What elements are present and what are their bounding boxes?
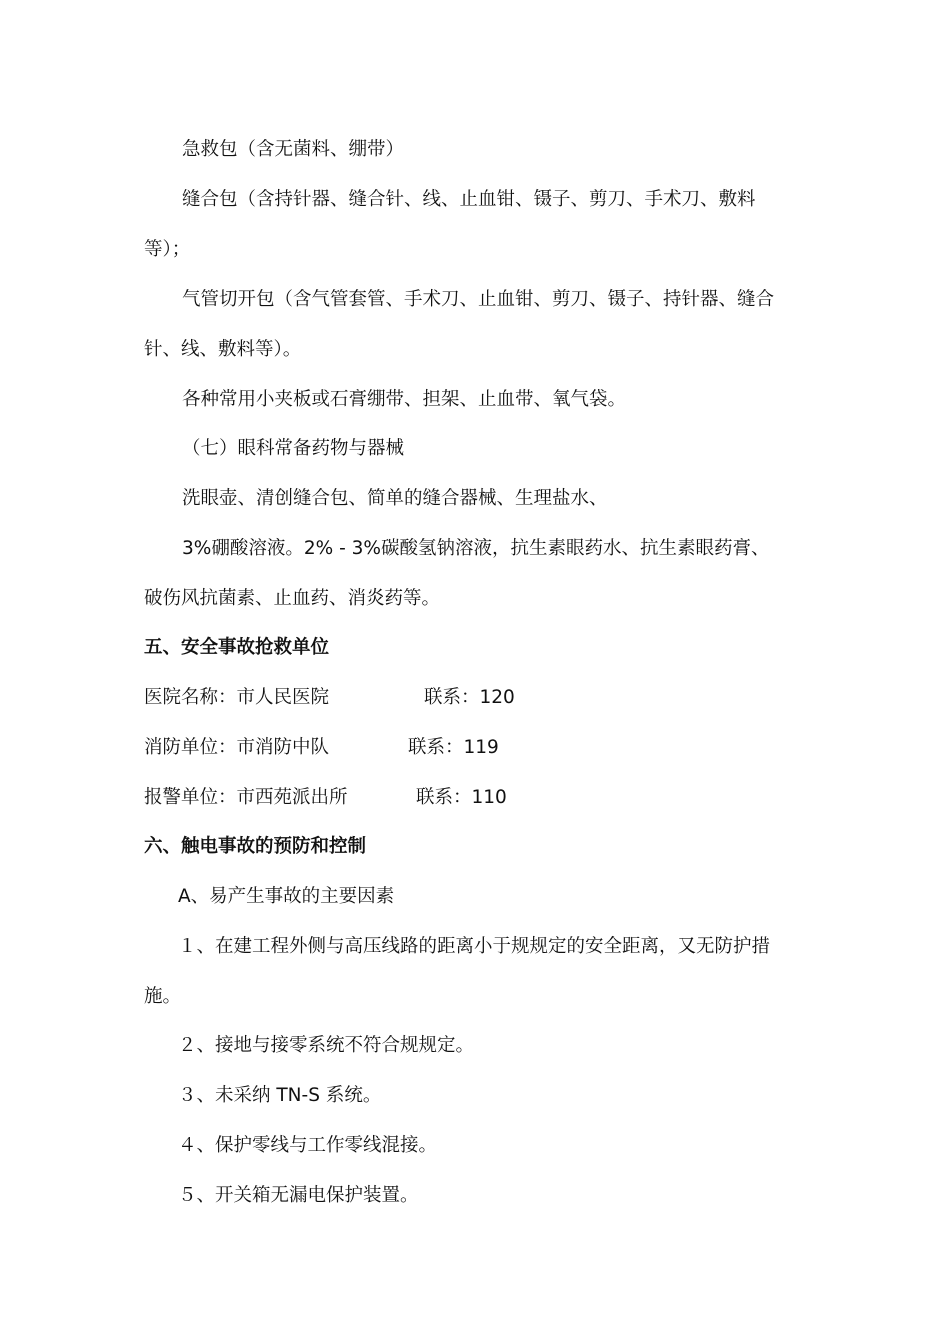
section-heading-rescue-units: 五、安全事故抢救单位: [144, 637, 330, 658]
paragraph-first-aid-kit: 急救包（含无菌料、绷带）: [182, 139, 405, 160]
contact-phone: 联系：119: [408, 737, 499, 758]
contact-phone: 联系：120: [424, 687, 515, 708]
paragraph-eye-wash: 洗眼壶、清创缝合包、简单的缝合器械、生理盐水、: [182, 488, 608, 509]
paragraph-boric-acid: 3%硼酸溶液。2% - 3%碳酸氢钠溶液，抗生素眼药水、抗生素眼药膏、: [182, 538, 770, 559]
paragraph-splints: 各种常用小夹板或石膏绷带、担架、止血带、氧气袋。: [182, 389, 627, 410]
list-item-4: ４、保护零线与工作零线混接。: [178, 1135, 438, 1156]
contact-phone: 联系：110: [416, 787, 507, 808]
contact-unit: 医院名称：市人民医院: [144, 687, 330, 708]
list-item-1-cont: 施。: [144, 986, 182, 1007]
paragraph-boric-acid-cont: 破伤风抗菌素、止血药、消炎药等。: [144, 588, 441, 609]
list-item-5: ５、开关箱无漏电保护装置。: [178, 1185, 419, 1206]
section-heading-electric-shock: 六、触电事故的预防和控制: [144, 836, 367, 857]
paragraph-suture-kit-cont: 等）；: [144, 239, 191, 260]
paragraph-suture-kit: 缝合包（含持针器、缝合针、线、止血钳、镊子、剪刀、手术刀、敷料: [182, 189, 756, 210]
subheading-main-factors: A、易产生事故的主要因素: [178, 886, 395, 907]
contact-unit: 消防单位：市消防中队: [144, 737, 330, 758]
contact-unit: 报警单位：市西苑派出所: [144, 787, 348, 808]
paragraph-tracheotomy-kit-cont: 针、线、敷料等）。: [144, 339, 302, 360]
list-item-2: ２、接地与接零系统不符合规规定。: [178, 1035, 475, 1056]
paragraph-tracheotomy-kit: 气管切开包（含气管套管、手术刀、止血钳、剪刀、镊子、持针器、缝合: [182, 289, 775, 310]
subheading-ophthalmology: （七）眼科常备药物与器械: [182, 438, 405, 459]
list-item-3: ３、未采纳 TN-S 系统。: [178, 1085, 382, 1106]
list-item-1: １、在建工程外侧与高压线路的距离小于规规定的安全距离，又无防护措: [178, 936, 771, 957]
